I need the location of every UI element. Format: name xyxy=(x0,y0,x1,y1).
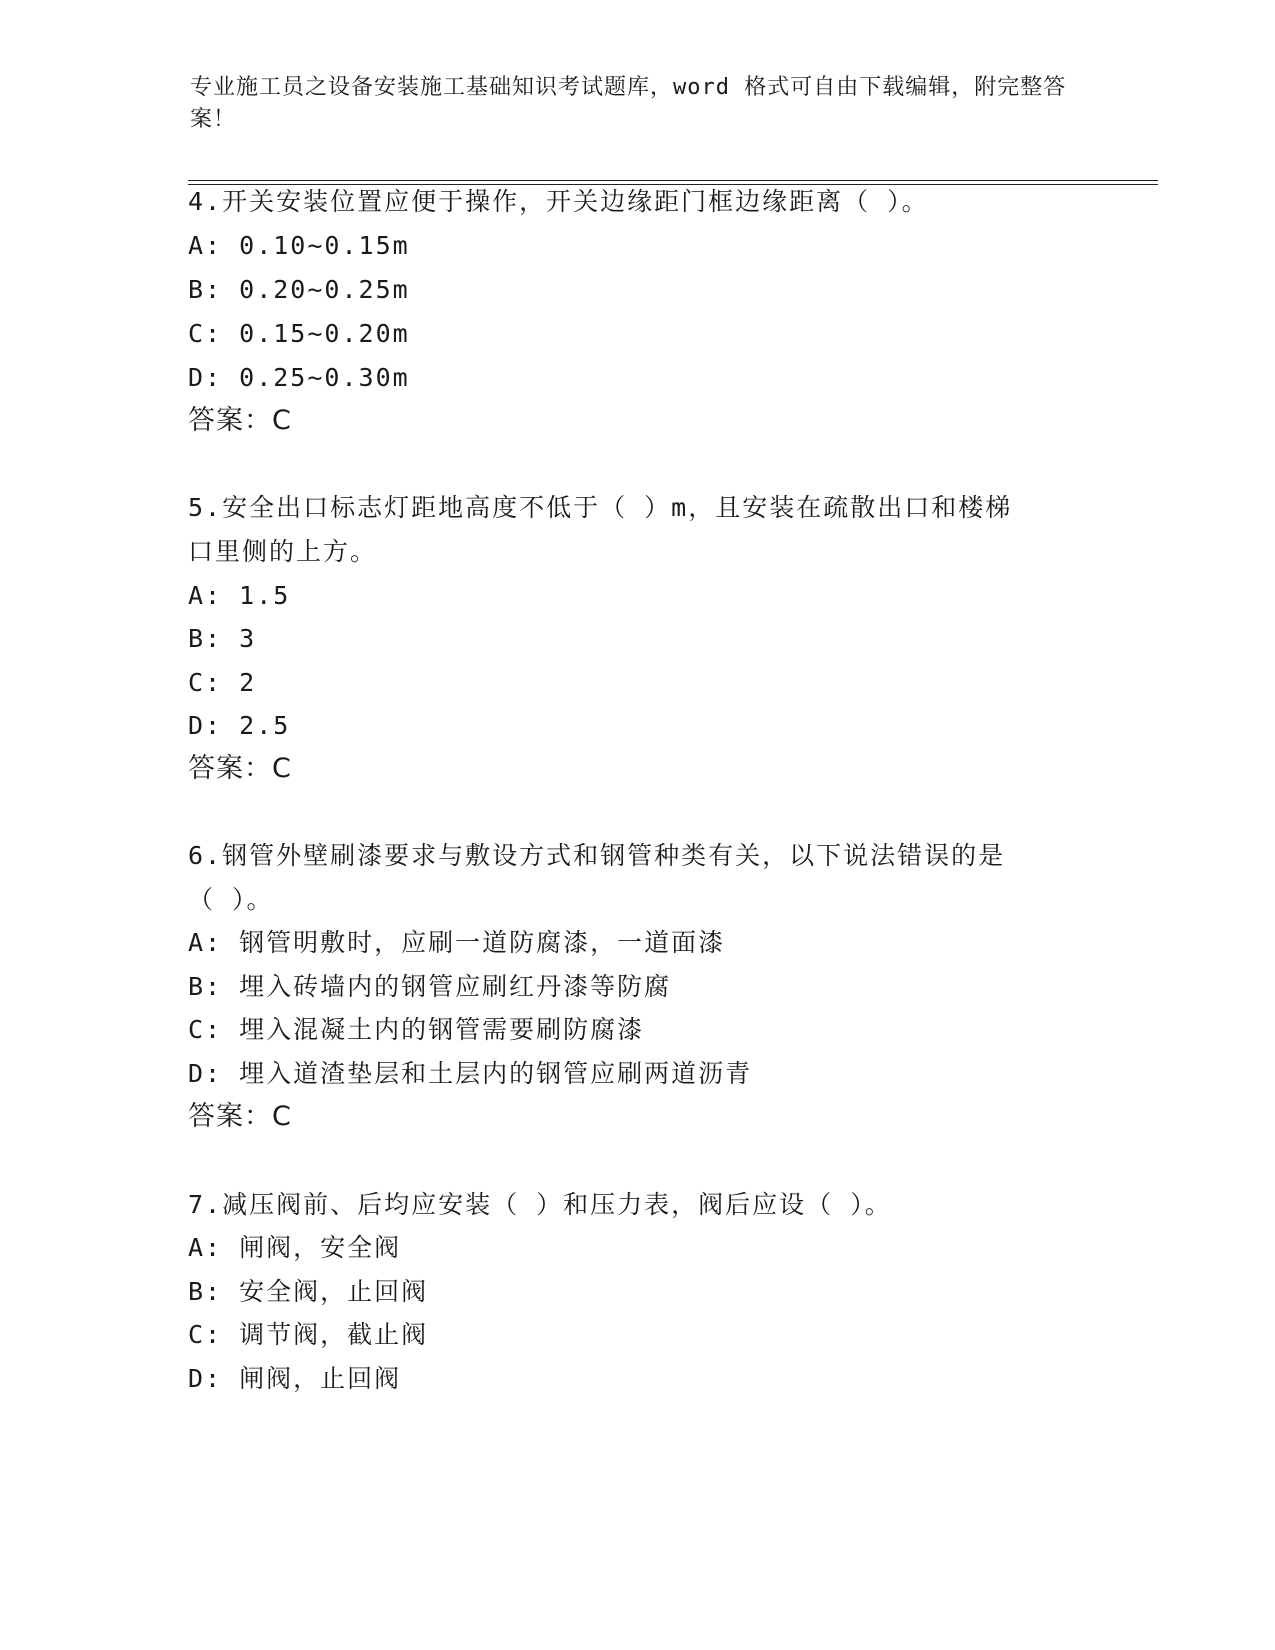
question-6-stem-line-2: （ ）。 xyxy=(188,885,274,914)
question-6-option-d: D: 埋入道渣垫层和土层内的钢管应刷两道沥青 xyxy=(188,1059,753,1088)
question-7-option-b: B: 安全阀，止回阀 xyxy=(188,1277,429,1306)
header-divider-top xyxy=(188,180,1158,181)
question-4-option-c: C: 0.15~0.20m xyxy=(188,319,410,348)
question-7-option-a: A: 闸阀，安全阀 xyxy=(188,1233,402,1262)
document-header: 专业施工员之设备安装施工基础知识考试题库，word 格式可自由下载编辑，附完整答案！ xyxy=(190,75,1067,132)
question-5-stem-line-2: 口里侧的上方。 xyxy=(188,537,378,566)
question-6-option-a: A: 钢管明敷时，应刷一道防腐漆，一道面漆 xyxy=(188,928,726,957)
question-4-option-d: D: 0.25~0.30m xyxy=(188,363,410,392)
question-7-option-d: D: 闸阀，止回阀 xyxy=(188,1364,402,1393)
question-5-option-c: C: 2 xyxy=(188,668,257,697)
question-4-stem: 4.开关安装位置应便于操作，开关边缘距门框边缘距离（ ）。 xyxy=(188,187,929,216)
header-divider-bottom xyxy=(188,184,1158,185)
question-7-option-c: C: 调节阀，截止阀 xyxy=(188,1320,429,1349)
question-5-option-d: D: 2.5 xyxy=(188,711,291,740)
question-7-stem: 7.减压阀前、后均应安装（ ）和压力表，阀后应设（ ）。 xyxy=(188,1190,892,1219)
question-5-option-a: A: 1.5 xyxy=(188,581,291,610)
question-5-option-b: B: 3 xyxy=(188,624,257,653)
question-5-answer: 答案：C xyxy=(188,753,292,784)
question-6-option-c: C: 埋入混凝土内的钢管需要刷防腐漆 xyxy=(188,1015,645,1044)
question-4-answer: 答案：C xyxy=(188,405,292,436)
question-6-stem-line-1: 6.钢管外壁刷漆要求与敷设方式和钢管种类有关，以下说法错误的是 xyxy=(188,841,1006,870)
question-4-option-a: A: 0.10~0.15m xyxy=(188,231,410,260)
question-4-option-b: B: 0.20~0.25m xyxy=(188,275,410,304)
question-6-answer: 答案：C xyxy=(188,1101,292,1132)
question-5-stem-line-1: 5.安全出口标志灯距地高度不低于（ ）m，且安装在疏散出口和楼梯 xyxy=(188,493,1013,522)
question-6-option-b: B: 埋入砖墙内的钢管应刷红丹漆等防腐 xyxy=(188,972,672,1001)
